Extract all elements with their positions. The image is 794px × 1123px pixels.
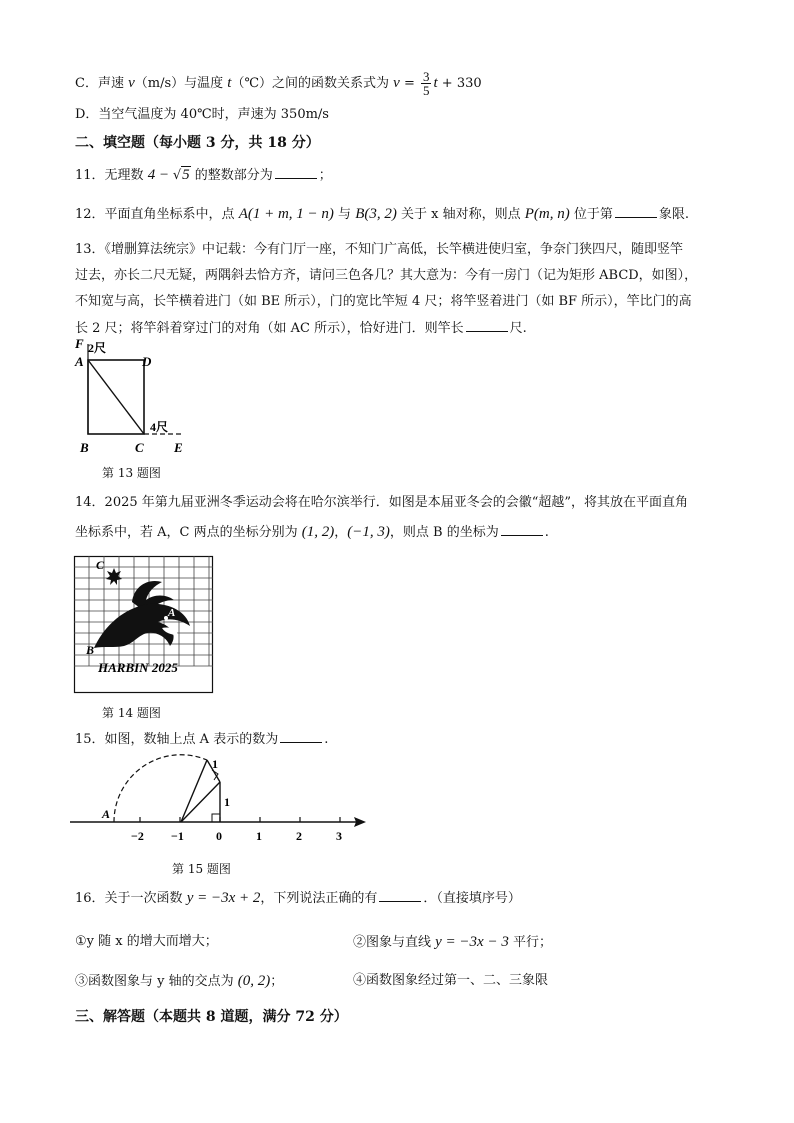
option-2: ②图象与直线 y = −3x − 3 平行； [353, 934, 552, 950]
figure-13-caption: 第 13 题图 [102, 466, 161, 480]
option-1: ①y 随 x 的增大而增大； [75, 934, 218, 949]
star-icon [106, 568, 122, 585]
tick-label-4: 2 [296, 829, 302, 843]
question-14-line-2: 坐标系中，若 A，C 两点的坐标分别为 (1, 2)，(−1, 3)，则点 B 的坐标为 . [75, 524, 549, 540]
figure-14-emblem-grid [74, 556, 214, 696]
tick-label-5: 3 [336, 829, 342, 843]
question-11: 11．无理数 4 − √5 的整数部分为 ； [75, 167, 332, 183]
label-e: E [174, 440, 183, 455]
segment-hyp [181, 760, 207, 822]
section-heading-answers: 三、解答题（本题共 8 道题，满分 72 分） [75, 1009, 348, 1025]
option-c: C．声速 v（m/s）与温度 t（℃）之间的函数关系式为 v = $\frac{3}{5}$ t + 330 [75, 69, 482, 98]
diagonal-ac [88, 360, 144, 434]
emblem-lower-stroke [94, 604, 190, 648]
label-1-top: 1 [212, 757, 218, 771]
question-12: 12．平面直角坐标系中，点 A(1 + m, 1 − n) 与 B(3, 2) 关于 x 轴对称，则点 P(m, n) 位于第 象限. [75, 206, 689, 222]
figure-15-number-line [70, 752, 370, 852]
answer-blank[interactable] [275, 166, 317, 179]
question-13-line-1: 13．《增删算法统宗》中记载：今有门厅一座，不知门广高低，长竿横进使归室，争奈门狭四尺，随即竖竿 [75, 242, 684, 257]
fraction: $\frac{3}{5}$ [422, 69, 430, 98]
question-13-line-2: 过去，亦长二尺无疑，两隅斜去恰方齐，请问三色各几？其大意为：今有一房门（记为矩形 ABCD，如图）， [75, 268, 698, 283]
figure-15-caption: 第 15 题图 [172, 862, 231, 876]
question-15: 15．如图，数轴上点 A 表示的数为 . [75, 732, 329, 747]
label-d: D [142, 354, 152, 369]
label-a: A [168, 607, 176, 619]
option-4: ④函数图象经过第一、二、三象限 [353, 973, 549, 988]
tick-label-0: −2 [131, 829, 144, 843]
figure-13-door-diagram [72, 336, 192, 460]
section-heading-fill-in: 二、填空题（每小题 3 分，共 18 分） [75, 135, 320, 151]
answer-blank[interactable] [501, 523, 543, 536]
tick-label-1: −1 [171, 829, 184, 843]
label-4chi: 4尺 [150, 420, 169, 434]
label-a: A [75, 354, 84, 369]
label-b: B [80, 440, 89, 455]
figure-14-caption: 第 14 题图 [102, 706, 161, 720]
right-angle-mark [212, 814, 220, 822]
emblem-text: HARBIN 2025 [98, 660, 178, 675]
answer-blank[interactable] [280, 730, 322, 743]
dashed-arc [114, 755, 207, 822]
label-1-side: 1 [224, 795, 230, 809]
right-angle-mark-2 [212, 770, 218, 780]
answer-blank[interactable] [466, 319, 508, 332]
sqrt-sign: √ [172, 168, 182, 183]
answer-blank[interactable] [615, 205, 657, 218]
label-a: A [102, 807, 111, 821]
tick-label-2: 0 [216, 829, 222, 843]
answer-blank[interactable] [379, 889, 421, 902]
question-14-line-1: 14．2025 年第九届亚洲冬季运动会将在哈尔滨举行．如图是本届亚冬会的会徽“超越”，将其放在平面直角 [75, 495, 689, 510]
question-13-line-3: 不知宽与高，长竿横着进门（如 BE 所示），门的宽比竿短 4 尺；将竿竖着进门（如 BF 所示），竿比门的高 [75, 294, 692, 309]
tick-marks [131, 817, 342, 843]
label-2chi: 2尺 [88, 341, 107, 355]
segment-base [181, 782, 220, 822]
label-c: C [135, 440, 144, 455]
label-c: C [96, 558, 105, 572]
option-d: D．当空气温度为 40℃时，声速为 350m/s [75, 107, 329, 122]
label-f: F [75, 336, 84, 351]
question-16: 16．关于一次函数 y = −3x + 2，下列说法正确的有 ．（直接填序号） [75, 890, 521, 906]
tick-label-3: 1 [256, 829, 262, 843]
option-3: ③函数图象与 y 轴的交点为 (0, 2)； [75, 973, 284, 989]
label-b: B [86, 643, 95, 657]
question-13-line-4: 长 2 尺；将竿斜着穿过门的对角（如 AC 所示），恰好进门．则竿长 尺. [75, 321, 527, 336]
